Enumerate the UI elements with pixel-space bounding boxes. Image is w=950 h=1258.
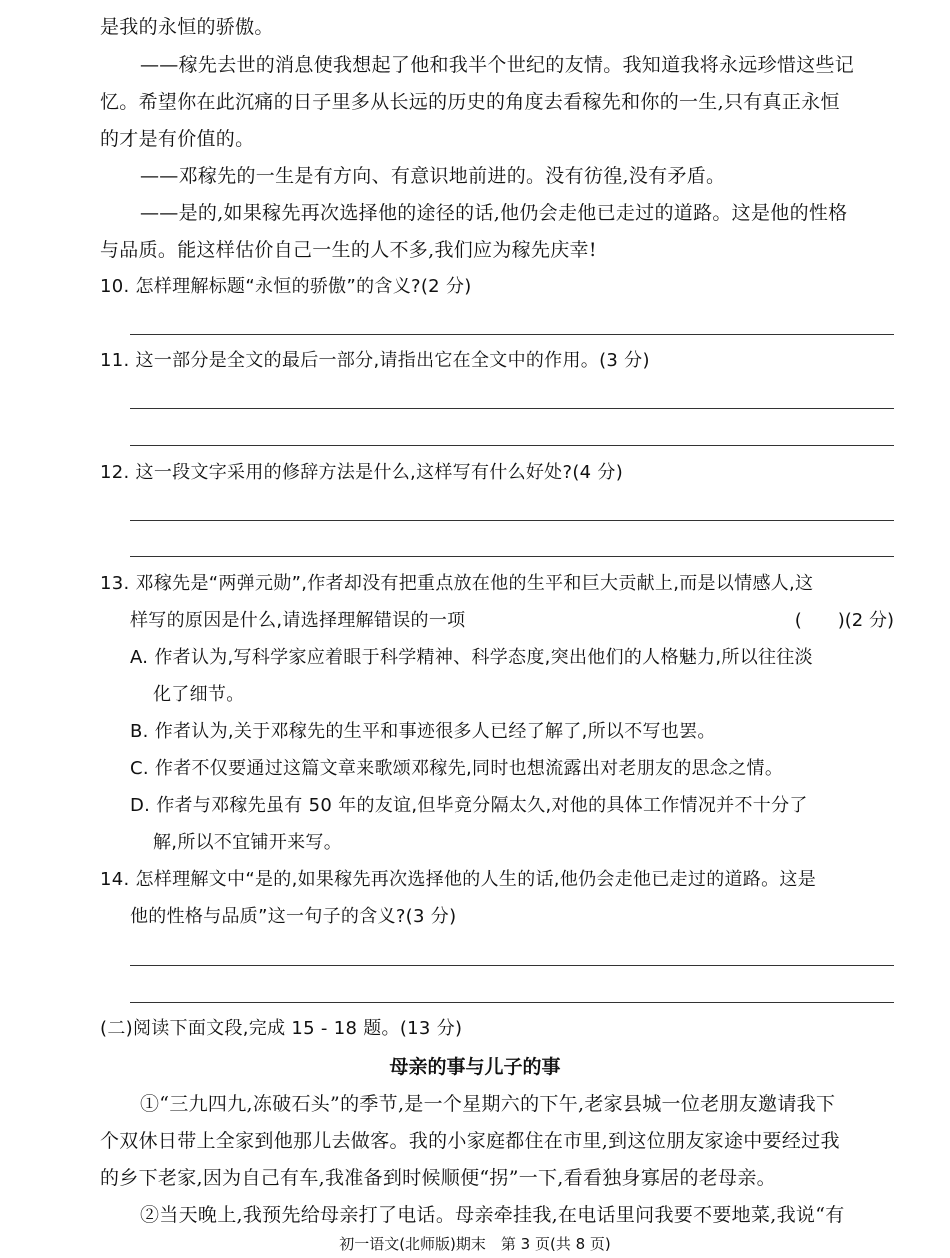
article-line: ②当天晚上,我预先给母亲打了电话。母亲牵挂我,在电话里问我要不要地菜,我说“有 [140,1204,845,1226]
passage-line: ——邓稼先的一生是有方向、有意识地前进的。没有彷徨,没有矛盾。 [140,165,726,187]
answer-line[interactable] [130,445,894,446]
article-title: 母亲的事与儿子的事 [389,1056,561,1078]
passage-line: 与品质。能这样估价自己一生的人不多,我们应为稼先庆幸! [100,239,597,261]
answer-line[interactable] [130,1002,894,1003]
passage-line: 忆。希望你在此沉痛的日子里多从长远的历史的角度去看稼先和你的一生,只有真正永恒 [100,91,840,113]
question-11: 11. 这一部分是全文的最后一部分,请指出它在全文中的作用。(3 分) [100,350,650,371]
answer-line[interactable] [130,520,894,521]
article-line: 个双休日带上全家到他那儿去做客。我的小家庭都住在市里,到这位朋友家途中要经过我 [100,1130,840,1152]
answer-line[interactable] [130,965,894,966]
option-d: D. 作者与邓稼先虽有 50 年的友谊,但毕竟分隔太久,对他的具体工作情况并不十分了 [130,795,808,816]
question-13-cont: 样写的原因是什么,请选择理解错误的一项 [130,610,466,631]
article-line: 的乡下老家,因为自己有车,我准备到时候顺便“拐”一下,看看独身寡居的老母亲。 [100,1167,776,1189]
question-14-cont: 他的性格与品质”这一句子的含义?(3 分) [130,906,457,927]
question-14: 14. 怎样理解文中“是的,如果稼先再次选择他的人生的话,他仍会走他已走过的道路。这是 [100,869,817,890]
question-13: 13. 邓稼先是“两弹元勋”,作者却没有把重点放在他的生平和巨大贡献上,而是以情感人,这 [100,573,814,594]
question-10: 10. 怎样理解标题“永恒的骄傲”的含义?(2 分) [100,276,472,297]
option-d-cont: 解,所以不宜铺开来写。 [153,832,343,853]
passage-line: 的才是有价值的。 [100,128,255,150]
article-line: ①“三九四九,冻破石头”的季节,是一个星期六的下午,老家县城一位老朋友邀请我下 [140,1093,836,1115]
option-a: A. 作者认为,写科学家应着眼于科学精神、科学态度,突出他们的人格魅力,所以往往淡 [130,647,813,668]
option-c: C. 作者不仅要通过这篇文章来歌颂邓稼先,同时也想流露出对老朋友的思念之情。 [130,758,784,779]
answer-line[interactable] [130,556,894,557]
answer-line[interactable] [130,408,894,409]
answer-paren[interactable]: ( )(2 分) [794,610,894,631]
section-heading: (二)阅读下面文段,完成 15 - 18 题。(13 分) [100,1018,463,1039]
answer-line[interactable] [130,334,894,335]
passage-line: ——是的,如果稼先再次选择他的途径的话,他仍会走他已走过的道路。这是他的性格 [140,202,848,224]
option-b: B. 作者认为,关于邓稼先的生平和事迹很多人已经了解了,所以不写也罢。 [130,721,716,742]
option-a-cont: 化了细节。 [153,684,245,705]
passage-line: ——稼先去世的消息使我想起了他和我半个世纪的友情。我知道我将永远珍惜这些记 [140,54,855,76]
passage-line: 是我的永恒的骄傲。 [100,16,274,38]
page-footer: 初一语文(北师版)期末 第 3 页(共 8 页) [339,1235,611,1253]
question-12: 12. 这一段文字采用的修辞方法是什么,这样写有什么好处?(4 分) [100,462,624,483]
